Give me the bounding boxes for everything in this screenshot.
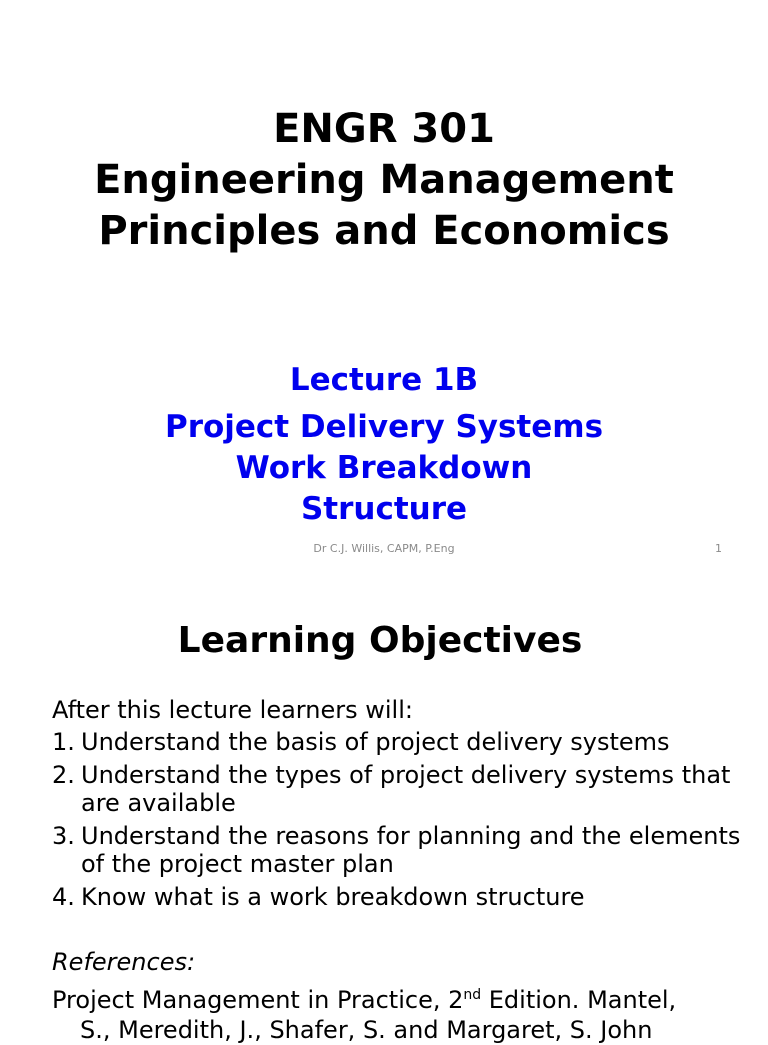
objective-number: 4. xyxy=(52,883,75,911)
objectives-list xyxy=(52,728,742,916)
references-label: References: xyxy=(52,948,196,976)
objective-item xyxy=(52,883,742,911)
course-name-line-2: Principles and Economics xyxy=(98,208,670,254)
reference-edition: Edition. Mantel, xyxy=(481,986,677,1014)
objective-item xyxy=(52,822,742,878)
objective-text: Understand the reasons for planning and the elements of the project master plan xyxy=(81,822,741,878)
lecture-block xyxy=(0,358,768,530)
slide-heading: Learning Objectives xyxy=(177,620,583,661)
objective-text: Understand the basis of project delivery systems xyxy=(81,728,670,756)
slide-page-number: 1 xyxy=(715,542,722,555)
reference-title: Project Management in Practice, 2 xyxy=(52,986,464,1014)
course-name-line-1: Engineering Management xyxy=(94,157,674,203)
course-code: ENGR 301 xyxy=(273,106,495,152)
lecture-topic-line-3: Structure xyxy=(300,491,468,527)
objective-text: Know what is a work breakdown structure xyxy=(81,883,585,911)
lecture-number: Lecture 1B xyxy=(289,362,479,398)
intro-text: After this lecture learners will: xyxy=(52,696,413,724)
reference-authors: S., Meredith, J., Shafer, S. and Margaret, S. John xyxy=(80,1016,653,1044)
objective-item xyxy=(52,761,742,817)
objective-number: 2. xyxy=(52,761,75,789)
objective-number: 1. xyxy=(52,728,75,756)
lecture-topic-line-1: Project Delivery Systems xyxy=(164,409,604,445)
slide-footer-author: Dr C.J. Willis, CAPM, P.Eng xyxy=(313,542,455,555)
reference-entry xyxy=(52,980,732,1045)
course-title xyxy=(0,104,768,257)
objective-number: 3. xyxy=(52,822,75,850)
objective-item xyxy=(52,728,742,756)
reference-edition-suffix: nd xyxy=(463,987,482,1003)
objective-text: Understand the types of project delivery systems that are available xyxy=(81,761,731,817)
lecture-topic-line-2: Work Breakdown xyxy=(235,450,533,486)
learning-objectives-slide xyxy=(0,576,768,1044)
